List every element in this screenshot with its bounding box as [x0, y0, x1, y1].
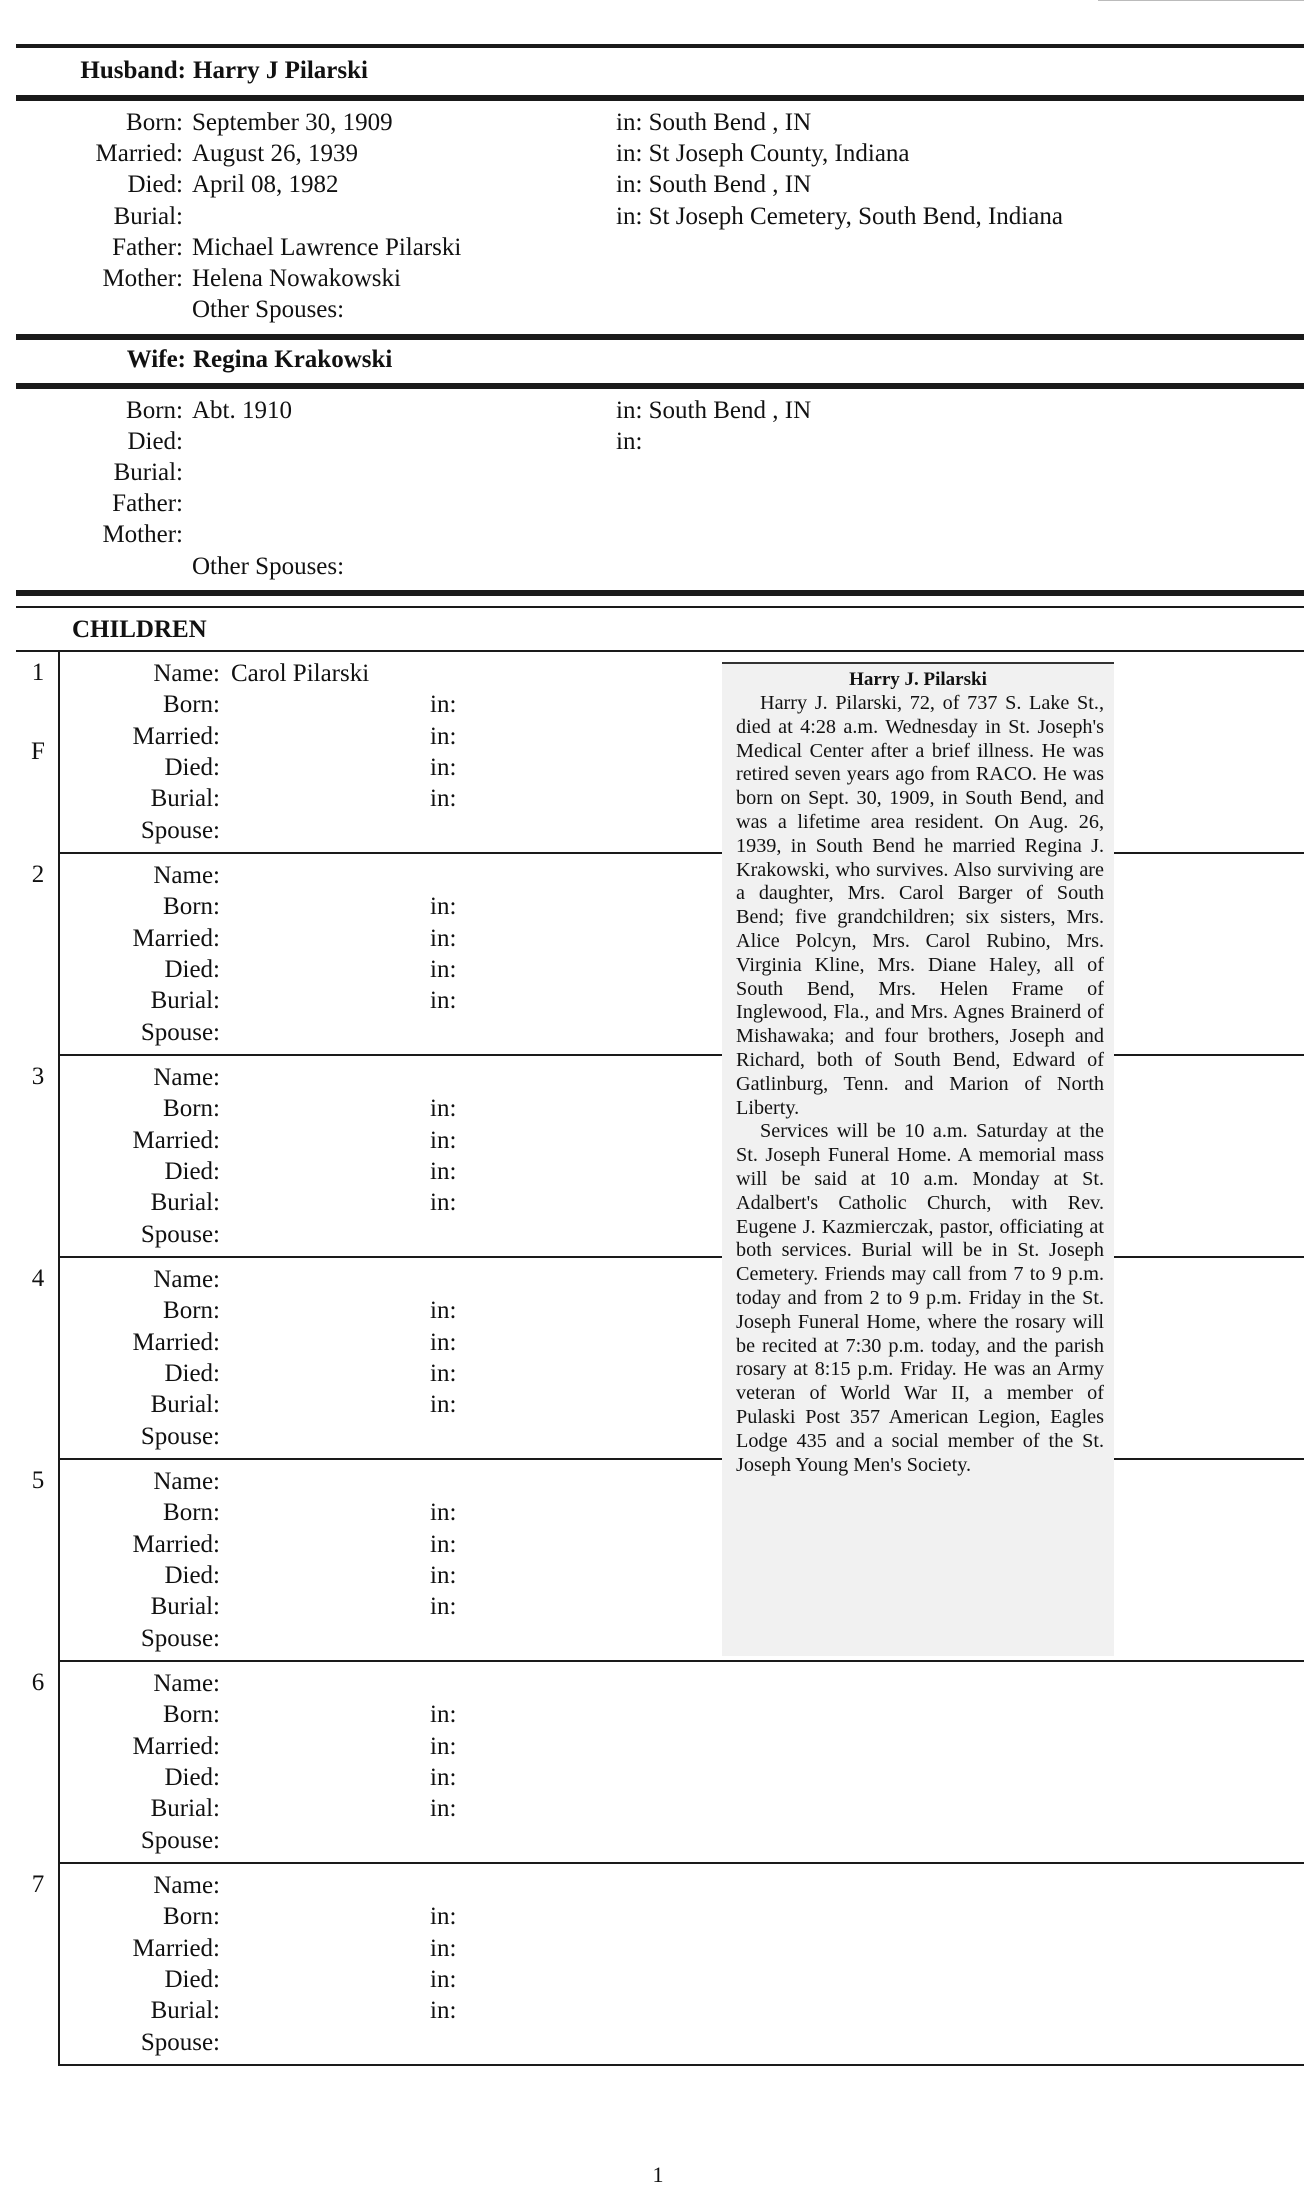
wife-bottom-rule [16, 590, 1304, 596]
children-top-rule [16, 606, 1304, 608]
child-burial-in-label: in: [430, 1391, 457, 1419]
child-burial-label: Burial: [150, 1997, 220, 2025]
child-born-in-label: in: [430, 893, 457, 921]
husband-born-label: Born: [126, 109, 183, 136]
child-name-label: Name: [153, 1266, 220, 1293]
child-separator [58, 1660, 1304, 1662]
child-married-in-label: in: [430, 722, 457, 750]
child-burial-label: Burial: [150, 987, 220, 1015]
obituary-paragraph-1: Harry J. Pilarski, 72, of 737 S. Lake St., died at 4:28 a.m. Wednesday in St. Joseph's Medical Center after a brief illness. He was retired seven years ago from RACO. He was born on Sept. 30, 1909, in South Bend, and was a lifetime area resident. On Aug. 26, 1939, in South Bend he married Regina J. Krakowski, who survives. Also surviving are a daughter, Mrs. Carol Barger of South Bend; five grandchildren; six sisters, Mrs. Alice Polcyn, Mrs. Carol Rubino, Mrs. Virginia Kline, Mrs. Diane Haley, all of South Bend, Mrs. Helen Frame of Inglewood, Fla., and Mrs. Agnes Brainerd of Mishawaka; and four brothers, Joseph and Richard, both of South Bend, Edward of Gatlinburg, Tenn. and Marion of North Liberty. [736, 692, 1104, 1119]
husband-other-spouses-label: Other Spouses: [192, 296, 345, 323]
child-born-in-label: in: [430, 1297, 457, 1325]
husband-bottom-rule [16, 334, 1304, 340]
wife-burial-label: Burial: [113, 459, 183, 486]
child-separator [58, 1256, 1304, 1258]
child-born-label: Born: [163, 893, 220, 921]
child-born-label: Born: [163, 1499, 220, 1527]
child-born-label: Born: [163, 1701, 220, 1729]
husband-mother-label: Mother: [102, 265, 183, 292]
husband-father-label: Father: [112, 234, 183, 261]
husband-mother-value: Helena Nowakowski [192, 265, 401, 292]
child-spouse-label: Spouse: [140, 1624, 220, 1652]
child-died-in-label: in: [430, 1157, 457, 1185]
wife-other-spouses-label: Other Spouses: [192, 553, 345, 580]
child-name-label: Name: [153, 862, 220, 889]
child-married-in-label: in: [430, 1530, 457, 1558]
husband-burial-label: Burial: [113, 203, 183, 230]
top-rule [16, 44, 1304, 48]
child-name-label: Name: [153, 1872, 220, 1899]
child-separator [58, 2064, 1304, 2066]
top-edge-line [1098, 0, 1304, 1]
child-died-label: Died: [164, 1561, 220, 1589]
husband-died-value: April 08, 1982 [192, 171, 339, 198]
child-separator [58, 852, 1304, 854]
husband-heading-label: Husband: [80, 57, 186, 84]
child-married-in-label: in: [430, 1126, 457, 1154]
child-died-in-label: in: [430, 1561, 457, 1589]
husband-married-value: August 26, 1939 [192, 140, 358, 167]
child-separator [58, 1054, 1304, 1056]
husband-married-place: in: St Joseph County, Indiana [616, 140, 910, 167]
child-burial-in-label: in: [430, 1189, 457, 1217]
child-number: 5 [31, 1467, 45, 1494]
page-number: 1 [652, 2162, 664, 2187]
husband-name: Harry J Pilarski [193, 57, 368, 84]
wife-born-place: in: South Bend , IN [616, 397, 812, 424]
obituary-clipping [722, 662, 1114, 1656]
child-number: 1 [31, 659, 45, 686]
child-sex: F [31, 738, 45, 765]
child-died-in-label: in: [430, 1359, 457, 1387]
child-number: 3 [31, 1063, 45, 1090]
child-name-label: Name: [153, 1064, 220, 1091]
child-died-in-label: in: [430, 1965, 457, 1993]
wife-died-label: Died: [127, 428, 183, 455]
children-vertical-rule [58, 651, 60, 2065]
child-name-label: Name: [153, 1468, 220, 1495]
child-born-in-label: in: [430, 691, 457, 719]
husband-born-value: September 30, 1909 [192, 109, 393, 136]
child-burial-in-label: in: [430, 987, 457, 1015]
child-name-value: Carol Pilarski [231, 660, 370, 687]
wife-born-label: Born: [126, 397, 183, 424]
child-married-in-label: in: [430, 1732, 457, 1760]
children-heading-rule [16, 650, 1304, 652]
husband-heading-rule [16, 95, 1304, 101]
child-burial-in-label: in: [430, 1593, 457, 1621]
child-number: 2 [31, 861, 45, 888]
wife-mother-label: Mother: [102, 521, 183, 548]
husband-born-place: in: South Bend , IN [616, 109, 812, 136]
child-burial-in-label: in: [430, 785, 457, 813]
obituary-paragraph-2: Services will be 10 a.m. Saturday at the St. Joseph Funeral Home. A memorial mass will be said at 10 a.m. Monday at St. Adalbert's Catholic Church, with Rev. Eugene J. Kazmierczak, pastor, officiating at both services. Burial will be in St. Joseph Cemetery. Friends may call from 7 to 9 p.m. today and from 2 to 9 p.m. Friday in the St. Joseph Funeral Home, where the rosary will be recited at 7:30 p.m. today, and the parish rosary at 8:15 p.m. Friday. He was an Army veteran of World War II, a member of Pulaski Post 357 American Legion, Eagles Lodge 435 and a social member of the St. Joseph Young Men's Society. [736, 1120, 1104, 1476]
child-died-label: Died: [164, 1965, 220, 1993]
wife-born-value: Abt. 1910 [192, 397, 292, 424]
child-died-label: Died: [164, 753, 220, 781]
child-married-label: Married: [132, 1126, 220, 1154]
child-burial-label: Burial: [150, 1391, 220, 1419]
husband-burial-place: in: St Joseph Cemetery, South Bend, Indiana [616, 203, 1063, 230]
child-married-label: Married: [132, 924, 220, 952]
child-spouse-label: Spouse: [140, 2028, 220, 2056]
child-spouse-label: Spouse: [140, 816, 220, 844]
child-married-label: Married: [132, 1530, 220, 1558]
wife-father-label: Father: [112, 490, 183, 517]
child-born-in-label: in: [430, 1701, 457, 1729]
child-burial-in-label: in: [430, 1795, 457, 1823]
child-spouse-label: Spouse: [140, 1220, 220, 1248]
child-burial-label: Burial: [150, 1189, 220, 1217]
child-born-in-label: in: [430, 1095, 457, 1123]
child-separator [58, 1458, 1304, 1460]
child-spouse-label: Spouse: [140, 1826, 220, 1854]
child-born-label: Born: [163, 1903, 220, 1931]
wife-died-place: in: [616, 428, 643, 455]
child-number: 7 [31, 1871, 45, 1898]
child-name-label: Name: [153, 660, 220, 687]
child-married-in-label: in: [430, 924, 457, 952]
child-separator [58, 1862, 1304, 1864]
child-burial-label: Burial: [150, 1795, 220, 1823]
child-spouse-label: Spouse: [140, 1422, 220, 1450]
child-born-label: Born: [163, 691, 220, 719]
child-number: 6 [31, 1669, 45, 1696]
obituary-title: Harry J. Pilarski [849, 669, 987, 690]
child-married-in-label: in: [430, 1328, 457, 1356]
husband-father-value: Michael Lawrence Pilarski [192, 234, 462, 261]
child-burial-label: Burial: [150, 785, 220, 813]
child-burial-label: Burial: [150, 1593, 220, 1621]
child-died-in-label: in: [430, 955, 457, 983]
wife-heading-rule [16, 383, 1304, 389]
child-burial-in-label: in: [430, 1997, 457, 2025]
child-married-label: Married: [132, 1732, 220, 1760]
husband-died-place: in: South Bend , IN [616, 171, 812, 198]
child-married-label: Married: [132, 1328, 220, 1356]
child-born-label: Born: [163, 1297, 220, 1325]
husband-married-label: Married: [95, 140, 183, 167]
child-died-label: Died: [164, 955, 220, 983]
child-died-label: Died: [164, 1359, 220, 1387]
husband-died-label: Died: [127, 171, 183, 198]
child-spouse-label: Spouse: [140, 1018, 220, 1046]
child-died-in-label: in: [430, 1763, 457, 1791]
child-married-label: Married: [132, 1934, 220, 1962]
wife-heading-label: Wife: [126, 346, 186, 373]
child-married-in-label: in: [430, 1934, 457, 1962]
child-died-in-label: in: [430, 753, 457, 781]
child-number: 4 [31, 1265, 45, 1292]
children-heading: CHILDREN [72, 616, 207, 643]
child-died-label: Died: [164, 1763, 220, 1791]
child-born-in-label: in: [430, 1903, 457, 1931]
child-born-in-label: in: [430, 1499, 457, 1527]
child-name-label: Name: [153, 1670, 220, 1697]
child-died-label: Died: [164, 1157, 220, 1185]
child-born-label: Born: [163, 1095, 220, 1123]
child-married-label: Married: [132, 722, 220, 750]
wife-name: Regina Krakowski [193, 346, 393, 373]
